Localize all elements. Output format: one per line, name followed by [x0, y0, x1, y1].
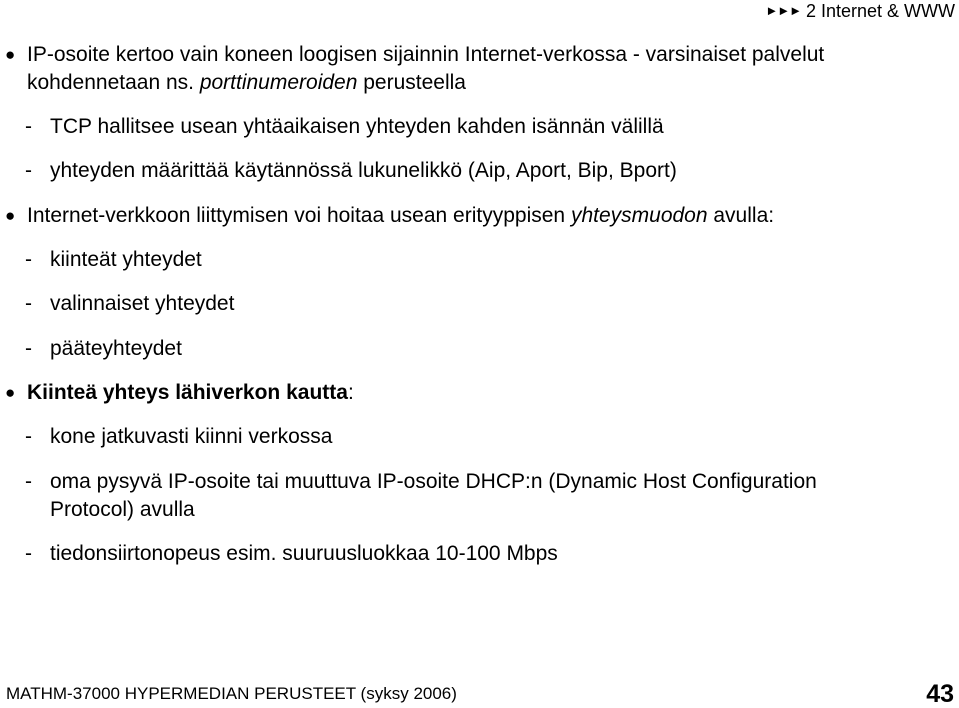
text-segment: kohdennetaan ns. [27, 71, 200, 94]
dash-marker: - [25, 425, 32, 448]
bullet-icon: ● [5, 383, 16, 402]
bullet-text-line2 [27, 70, 466, 96]
sub-item-text: pääteyhteydet [50, 337, 182, 360]
sub-item-text: kone jatkuvasti kiinni verkossa [50, 425, 333, 448]
dash-marker: - [25, 248, 32, 271]
dash-marker: - [25, 292, 32, 315]
dash-marker: - [25, 542, 32, 565]
sub-item-text-line1: oma pysyvä IP-osoite tai muuttuva IP-osoite DHCP:n (Dynamic Host Configuration [50, 470, 817, 493]
text-segment: Internet-verkkoon liittymisen voi hoitaa usean erityyppisen [27, 204, 571, 227]
bullet-icon: ● [5, 206, 16, 225]
text-segment: perusteella [357, 71, 466, 94]
dash-marker: - [25, 115, 32, 138]
page-number: 43 [926, 680, 954, 708]
text-segment: avulla: [707, 204, 775, 227]
sub-item-text-line2: Protocol) avulla [50, 498, 195, 521]
sub-item-text: valinnaiset yhteydet [50, 292, 235, 315]
sub-item-text: kiinteät yhteydet [50, 248, 202, 271]
emphasis-text: yhteysmuodon [570, 204, 708, 227]
footer-course: MATHM-37000 HYPERMEDIAN PERUSTEET (syksy 2006) [6, 684, 457, 703]
sub-item-text: yhteyden määrittää käytännössä lukunelikkö (Aip, Aport, Bip, Bport) [50, 159, 677, 182]
bold-text: Kiinteä yhteys lähiverkon kautta [27, 381, 348, 404]
dash-marker: - [25, 470, 32, 493]
text-segment: : [347, 381, 354, 404]
bullet-icon: ● [5, 45, 16, 64]
dash-marker: - [25, 159, 32, 182]
sub-item-text: tiedonsiirtonopeus esim. suuruusluokkaa 10-100 Mbps [50, 542, 558, 565]
bullet-text [27, 380, 354, 406]
bullet-text [27, 203, 774, 229]
emphasis-text: porttinumeroiden [199, 71, 358, 94]
section-title: 2 Internet & WWW [805, 1, 955, 21]
section-header [765, 0, 955, 22]
dash-marker: - [25, 337, 32, 360]
sub-item-text: TCP hallitsee usean yhtäaikaisen yhteyden kahden isännän välillä [50, 115, 664, 138]
bullet-text-line1: IP-osoite kertoo vain koneen loogisen sijainnin Internet-verkossa - varsinaiset palvelut [27, 43, 825, 66]
arrow-icon: ►►► [765, 3, 801, 18]
